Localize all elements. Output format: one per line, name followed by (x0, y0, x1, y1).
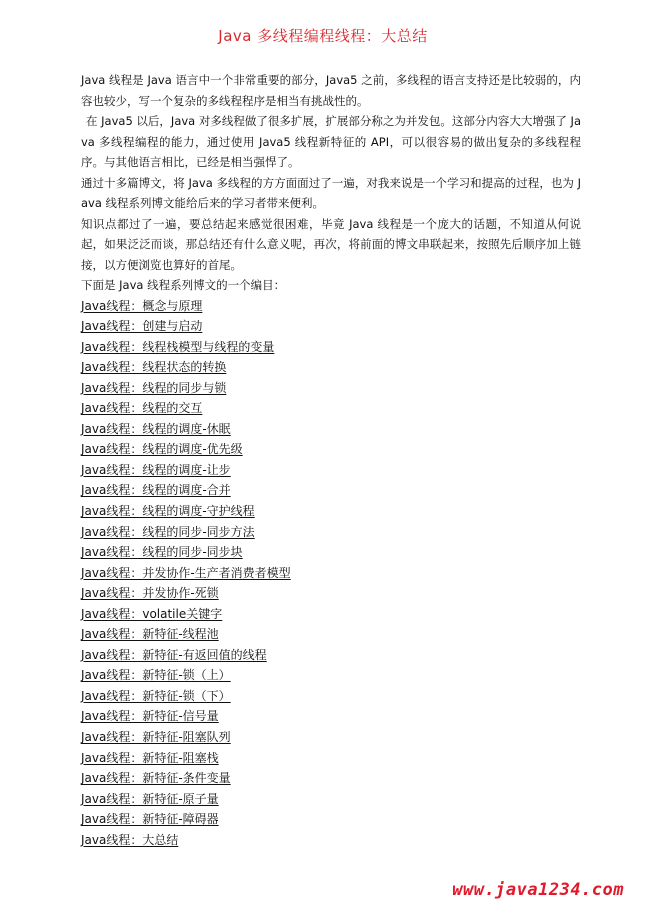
toc-item (81, 378, 581, 399)
toc-item (81, 316, 581, 337)
toc-link[interactable]: Java线程：大总结 (81, 832, 179, 847)
toc-item (81, 665, 581, 686)
toc-link[interactable]: Java线程：新特征-阻塞栈 (81, 750, 219, 765)
toc-item (81, 337, 581, 358)
toc-item (81, 809, 581, 830)
toc-link[interactable]: Java线程：新特征-锁（下） (81, 688, 231, 703)
toc-item (81, 768, 581, 789)
toc-item (81, 624, 581, 645)
toc-link[interactable]: Java线程：线程的同步-同步方法 (81, 524, 255, 539)
toc-item (81, 830, 581, 851)
toc-item (81, 748, 581, 769)
toc-link[interactable]: Java线程：并发协作-生产者消费者模型 (81, 565, 291, 580)
toc-link[interactable]: Java线程：新特征-有返回值的线程 (81, 647, 267, 662)
toc-link[interactable]: Java线程：线程的调度-合并 (81, 483, 231, 498)
toc-link[interactable]: Java线程：概念与原理 (81, 298, 203, 313)
toc-link[interactable]: Java线程：线程的调度-休眠 (81, 421, 231, 436)
paragraph-intro: Java 线程是 Java 语言中一个非常重要的部分，Java5 之前，多线程的语言支持还是比较弱的，内容也较少，写一个复杂的多线程程序是相当有挑战性的。 (81, 73, 581, 108)
toc-item (81, 789, 581, 810)
toc-item (81, 583, 581, 604)
toc-link[interactable]: Java线程：创建与启动 (81, 319, 203, 334)
toc-link[interactable]: Java线程：线程的调度-优先级 (81, 442, 243, 457)
toc-link[interactable]: Java线程：新特征-原子量 (81, 791, 219, 806)
toc-item (81, 296, 581, 317)
toc-item (81, 419, 581, 440)
toc-item (81, 706, 581, 727)
toc-link[interactable]: Java线程：新特征-阻塞队列 (81, 729, 231, 744)
toc-link[interactable]: Java线程：线程栈模型与线程的变量 (81, 339, 275, 354)
toc-item (81, 439, 581, 460)
toc-link[interactable]: Java线程：新特征-信号量 (81, 709, 219, 724)
toc-link[interactable]: Java线程：线程的同步-同步块 (81, 545, 243, 560)
page-title: Java 多线程编程线程：大总结 (218, 27, 428, 45)
toc-link[interactable]: Java线程：线程的调度-让步 (81, 462, 231, 477)
toc-list (81, 296, 581, 851)
toc-link[interactable]: Java线程：新特征-锁（上） (81, 668, 231, 683)
toc-link[interactable]: Java线程：新特征-条件变量 (81, 771, 231, 786)
toc-item (81, 563, 581, 584)
toc-item (81, 522, 581, 543)
toc-item (81, 727, 581, 748)
toc-item (81, 357, 581, 378)
article-body (81, 70, 581, 850)
toc-item (81, 542, 581, 563)
toc-item (81, 501, 581, 522)
toc-item (81, 645, 581, 666)
paragraph-java5: 在 Java5 以后，Java 对多线程做了很多扩展，扩展部分称之为并发包。这部分内容大大增强了 Java 多线程编程的能力，通过使用 Java5 线程新特征的 API，可以很容易的做出复杂的多线程程序。与其他语言相比，已经是相当强悍了。 (81, 114, 581, 169)
toc-intro: 下面是 Java 线程系列博文的一个编目： (81, 278, 286, 292)
toc-item (81, 460, 581, 481)
toc-link[interactable]: Java线程：volatile关键字 (81, 606, 223, 621)
toc-link[interactable]: Java线程：线程的调度-守护线程 (81, 503, 255, 518)
toc-link[interactable]: Java线程：新特征-障碍器 (81, 812, 219, 827)
toc-link[interactable]: Java线程：线程的同步与锁 (81, 380, 227, 395)
toc-link[interactable]: Java线程：线程状态的转换 (81, 360, 227, 375)
watermark-logo: www.java1234.com (452, 880, 624, 900)
toc-link[interactable]: Java线程：线程的交互 (81, 401, 203, 416)
toc-item (81, 398, 581, 419)
toc-item (81, 686, 581, 707)
paragraph-summary: 知识点都过了一遍，要总结起来感觉很困难，毕竟 Java 线程是一个庞大的话题，不知道从何说起，如果泛泛而谈，那总结还有什么意义呢，再次，将前面的博文串联起来，按照先后顺序加上链接，以方便浏览也算好的首尾。 (81, 216, 581, 272)
paragraph-blog-series: 通过十多篇博文，将 Java 多线程的方方面面过了一遍，对我来说是一个学习和提高的过程，也为 Java 线程系列博文能给后来的学习者带来便利。 (81, 175, 581, 210)
toc-item (81, 604, 581, 625)
toc-link[interactable]: Java线程：并发协作-死锁 (81, 586, 219, 601)
toc-item (81, 480, 581, 501)
toc-link[interactable]: Java线程：新特征-线程池 (81, 627, 219, 642)
